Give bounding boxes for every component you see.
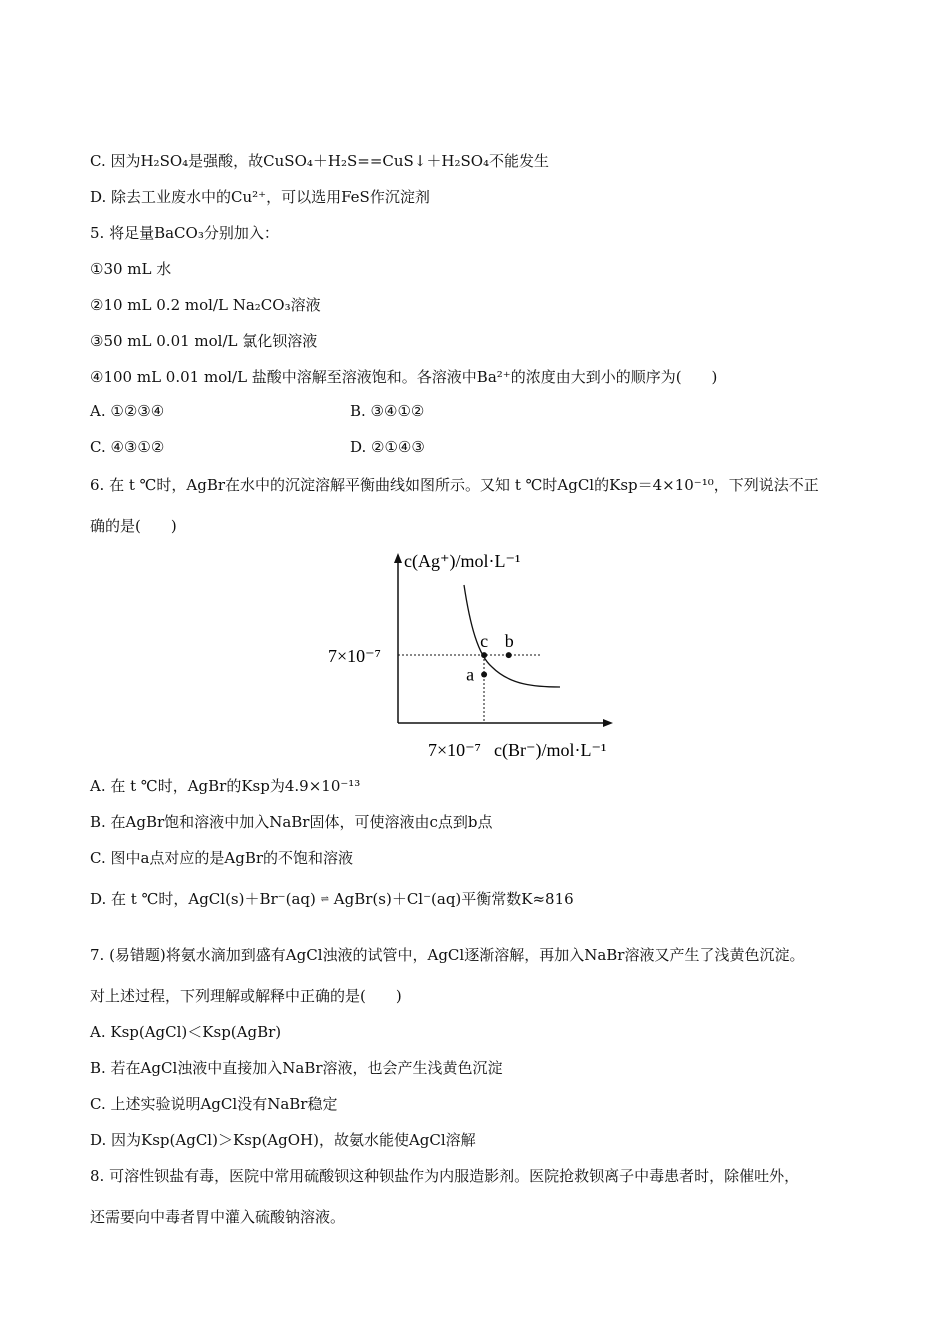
- question-7-stem-line-1: 7. (易错题)将氨水滴加到盛有AgCl浊液的试管中，AgCl逐渐溶解，再加入NaBr溶液又产生了浅黄色沉淀。: [90, 946, 805, 964]
- question-7-option-b: B. 若在AgCl浊液中直接加入NaBr溶液，也会产生浅黄色沉淀: [90, 1059, 503, 1077]
- question-5-option-b: B. ③④①②: [350, 402, 425, 420]
- point-b: [506, 652, 512, 658]
- question-6-option-b: B. 在AgBr饱和溶液中加入NaBr固体，可使溶液由c点到b点: [90, 813, 493, 831]
- question-5-item-4: ④100 mL 0.01 mol/L 盐酸中溶解至溶液饱和。各溶液中Ba²⁺的浓度由大到小的顺序为( ): [90, 368, 718, 386]
- question-7-option-d: D. 因为Ksp(AgCl)＞Ksp(AgOH)，故氨水能使AgCl溶解: [90, 1131, 476, 1149]
- point-label-a: a: [466, 664, 475, 685]
- question-5-option-a: A. ①②③④: [90, 402, 165, 420]
- option-d-products: AgBr(s)＋Cl⁻(aq)平衡常数K≈816: [333, 890, 574, 908]
- question-5-stem: 5. 将足量BaCO₃分别加入：: [90, 224, 279, 242]
- question-6-option-a: A. 在 t ℃时，AgBr的Ksp为4.9×10⁻¹³: [90, 777, 361, 795]
- point-label-b: b: [504, 631, 514, 652]
- option-d-reactants: D. 在 t ℃时，AgCl(s)＋Br⁻(aq): [90, 890, 316, 908]
- question-5-item-3: ③50 mL 0.01 mol/L 氯化钡溶液: [90, 332, 318, 350]
- question-6-option-d: [90, 888, 574, 909]
- chart-points: [466, 631, 514, 684]
- question-6-stem-line-2: 确的是( ): [90, 517, 177, 535]
- question-5-item-1: ①30 mL 水: [90, 260, 172, 278]
- question-5-option-c: C. ④③①②: [90, 438, 165, 456]
- question-6-option-c: C. 图中a点对应的是AgBr的不饱和溶液: [90, 849, 354, 867]
- question-8-stem-line-2: 还需要向中毒者胃中灌入硫酸钠溶液。: [90, 1208, 346, 1226]
- question-7-option-a: A. Ksp(AgCl)＜Ksp(AgBr): [90, 1023, 282, 1041]
- point-c: [481, 652, 487, 658]
- question-6-stem-line-1: 6. 在 t ℃时，AgBr在水中的沉淀溶解平衡曲线如图所示。又知 t ℃时AgCl的Ksp＝4×10⁻¹⁰，下列说法不正: [90, 476, 819, 494]
- solubility-curve-chart: [310, 545, 640, 770]
- x-axis-arrow-icon: [603, 719, 613, 727]
- x-tick-label: 7×10⁻⁷: [428, 740, 481, 760]
- equilibrium-arrows-icon: ⇌: [320, 894, 330, 905]
- point-label-c: c: [480, 631, 489, 652]
- x-axis-label: c(Br⁻)/mol·L⁻¹: [494, 740, 607, 760]
- question-5-item-2: ②10 mL 0.2 mol/L Na₂CO₃溶液: [90, 296, 321, 314]
- y-axis-label: c(Ag⁺)/mol·L⁻¹: [404, 551, 521, 571]
- y-tick-label: 7×10⁻⁷: [328, 646, 381, 666]
- question-7-option-c: C. 上述实验说明AgCl没有NaBr稳定: [90, 1095, 338, 1113]
- question-4-option-c: C. 因为H₂SO₄是强酸，故CuSO₄＋H₂S==CuS↓＋H₂SO₄不能发生: [90, 152, 550, 170]
- point-a: [481, 672, 487, 678]
- question-7-stem-line-2: 对上述过程，下列理解或解释中正确的是( ): [90, 987, 402, 1005]
- y-axis-arrow-icon: [394, 553, 402, 563]
- question-4-option-d: D. 除去工业废水中的Cu²⁺，可以选用FeS作沉淀剂: [90, 188, 430, 206]
- question-8-stem-line-1: 8. 可溶性钡盐有毒，医院中常用硫酸钡这种钡盐作为内服造影剂。医院抢救钡离子中毒患者时，除催吐外，: [90, 1167, 800, 1185]
- question-5-option-d: D. ②①④③: [350, 438, 425, 456]
